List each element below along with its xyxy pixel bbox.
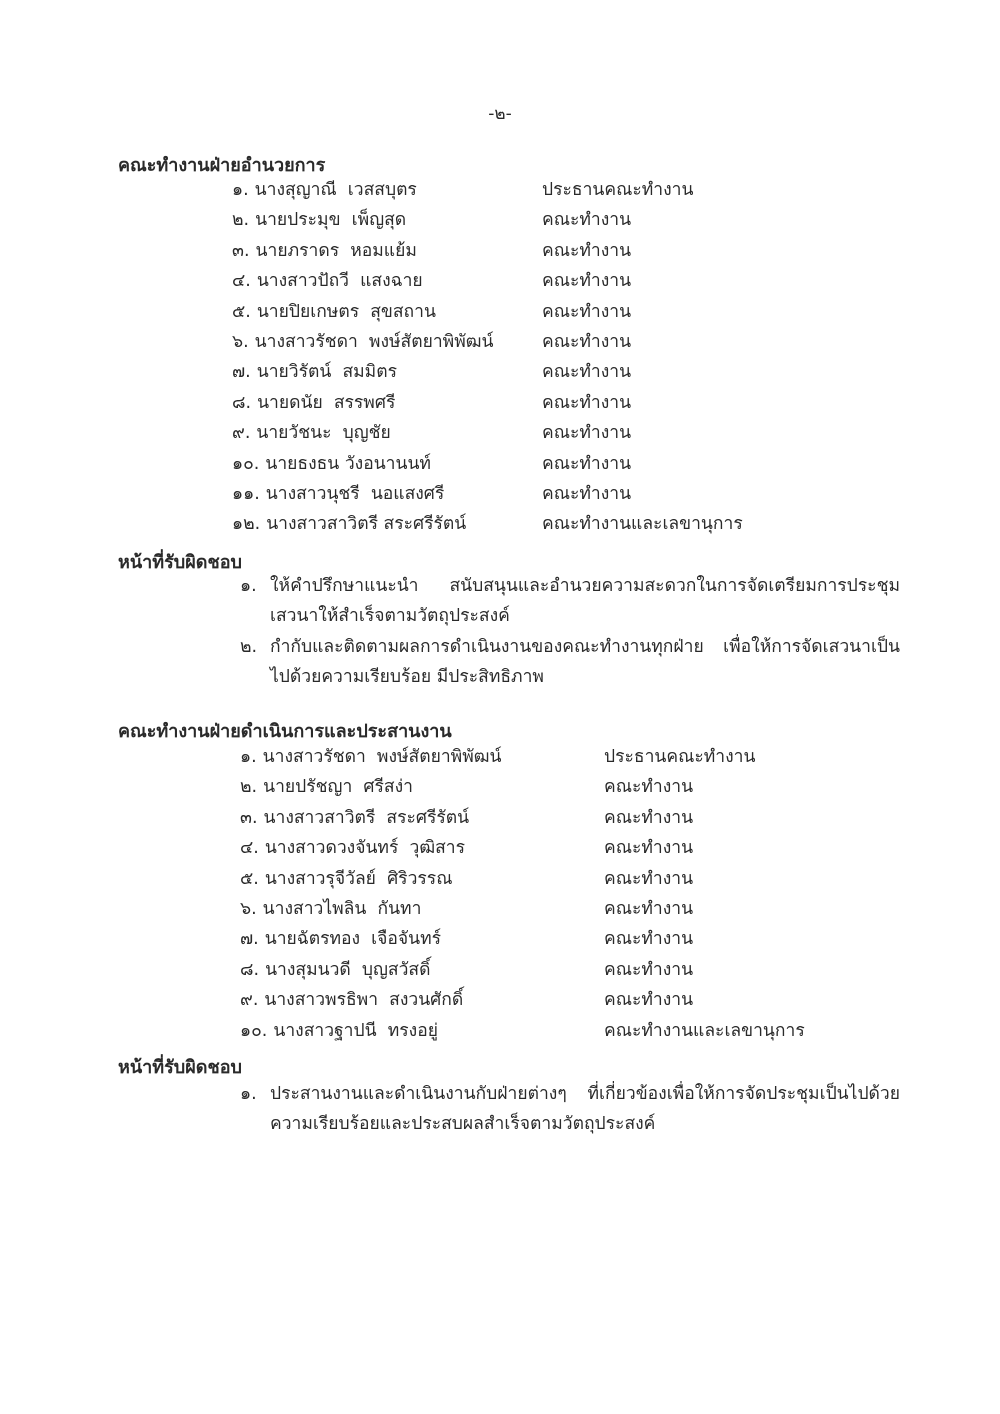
member-name: นายปิยเกษตร สุขสถาน bbox=[256, 301, 436, 322]
member-row bbox=[240, 985, 694, 1015]
member-name: นางสาวไพลิน กันทา bbox=[262, 899, 422, 919]
section1-title: คณะทำงานฝ่ายอำนวยการ bbox=[118, 155, 326, 176]
member-number: ๔. bbox=[240, 838, 259, 859]
member-number: ๙. bbox=[232, 423, 251, 444]
member-number: ๖. bbox=[240, 899, 257, 919]
member-name: นางสาวรัชดา พงษ์สัตยาพิพัฒน์ bbox=[262, 747, 502, 767]
member-number: ๑๐. bbox=[232, 453, 260, 474]
member-role: ประธานคณะทำงาน bbox=[542, 180, 694, 200]
member-row bbox=[240, 742, 756, 772]
member-number: ๘. bbox=[240, 959, 260, 980]
member-role: คณะทำงาน bbox=[542, 453, 632, 474]
member-row bbox=[240, 955, 694, 985]
member-number: ๑๒. bbox=[232, 514, 261, 535]
member-number: ๕. bbox=[232, 301, 251, 322]
member-role: คณะทำงาน bbox=[604, 899, 694, 919]
duty-number: ๒. bbox=[240, 637, 258, 657]
member-name: นายประมุข เพ็ญสุด bbox=[255, 210, 407, 231]
member-role: คณะทำงาน bbox=[542, 484, 632, 504]
member-name: นายธงธน วังอนานนท์ bbox=[265, 453, 431, 474]
member-number: ๕. bbox=[240, 868, 259, 889]
member-number: ๒. bbox=[232, 210, 250, 231]
member-role: คณะทำงาน bbox=[604, 868, 694, 889]
member-role: คณะทำงานและเลขานุการ bbox=[542, 514, 743, 535]
member-name: นายภราดร หอมแย้ม bbox=[255, 240, 417, 261]
member-number: ๙. bbox=[240, 990, 259, 1011]
member-row bbox=[232, 357, 632, 387]
section1-duties-title: หน้าที่รับผิดชอบ bbox=[118, 552, 242, 573]
member-row bbox=[232, 479, 632, 509]
member-role: คณะทำงาน bbox=[604, 990, 694, 1011]
member-role: คณะทำงาน bbox=[542, 240, 632, 261]
member-role: คณะทำงาน bbox=[604, 959, 694, 980]
member-name: นายฉัตรทอง เจือจันทร์ bbox=[264, 929, 442, 950]
member-row bbox=[240, 772, 694, 802]
member-row bbox=[232, 266, 632, 296]
member-name: นางสาวนุชรี นอแสงศรี bbox=[265, 484, 445, 504]
member-number: ๓. bbox=[240, 807, 258, 828]
member-row bbox=[232, 205, 632, 235]
member-row bbox=[240, 894, 694, 924]
member-name: นางสาวฐาปนี ทรงอยู่ bbox=[273, 1020, 438, 1041]
member-role: คณะทำงาน bbox=[542, 301, 632, 322]
member-row bbox=[232, 327, 632, 357]
member-role: คณะทำงาน bbox=[542, 362, 632, 383]
member-role: คณะทำงาน bbox=[542, 332, 632, 352]
member-name: นายปรัชญา ศรีสง่า bbox=[263, 777, 413, 798]
member-number: ๘. bbox=[232, 392, 252, 413]
member-row bbox=[240, 1016, 805, 1046]
member-number: ๑๑. bbox=[232, 484, 260, 504]
member-name: นางสาวพรธิพา สงวนศักดิ์ bbox=[264, 990, 464, 1011]
member-row bbox=[232, 175, 694, 205]
member-role: คณะทำงาน bbox=[542, 423, 632, 444]
member-number: ๓. bbox=[232, 240, 250, 261]
member-number: ๖. bbox=[232, 332, 249, 352]
member-row bbox=[232, 509, 743, 539]
member-name: นางสุมนวดี บุญสวัสดิ์ bbox=[265, 959, 431, 980]
member-row bbox=[240, 864, 694, 894]
member-number: ๑๐. bbox=[240, 1020, 268, 1041]
member-row bbox=[232, 388, 632, 418]
member-row bbox=[232, 418, 632, 448]
member-number: ๗. bbox=[232, 362, 251, 383]
member-name: นายวิรัตน์ สมมิตร bbox=[256, 362, 397, 383]
section1-duty-item bbox=[240, 571, 900, 631]
member-name: นายดนัย สรรพศรี bbox=[257, 392, 396, 413]
member-number: ๔. bbox=[232, 271, 251, 292]
page-number: -๒- bbox=[488, 104, 512, 124]
member-role: คณะทำงานและเลขานุการ bbox=[604, 1020, 805, 1041]
member-role: คณะทำงาน bbox=[542, 271, 632, 292]
member-name: นางสาวรุจีวัลย์ ศิริวรรณ bbox=[264, 868, 453, 889]
duty-text: ให้คำปรึกษาแนะนำ สนับสนุนและอำนวยความสะดวกในการจัดเตรียมการประชุมเสวนาให้สำเร็จตามวัตถุประสงค์ bbox=[270, 576, 900, 626]
member-role: คณะทำงาน bbox=[604, 807, 694, 828]
duty-text: ประสานงานและดำเนินงานกับฝ่ายต่างๆ ที่เกี่ยวข้องเพื่อให้การจัดประชุมเป็นไปด้วยความเรียบร้อยและประสบผลสำเร็จตามวัตถุประสงค์ bbox=[270, 1084, 900, 1134]
duty-number: ๑. bbox=[240, 576, 257, 596]
duty-number: ๑. bbox=[240, 1084, 257, 1104]
member-role: คณะทำงาน bbox=[604, 838, 694, 859]
member-role: คณะทำงาน bbox=[604, 929, 694, 950]
duty-text: กำกับและติดตามผลการดำเนินงานของคณะทำงานทุกฝ่าย เพื่อให้การจัดเสวนาเป็นไปด้วยความเรียบร้อย มีประสิทธิภาพ bbox=[270, 637, 900, 687]
member-row bbox=[232, 449, 632, 479]
section2-title: คณะทำงานฝ่ายดำเนินการและประสานงาน bbox=[118, 721, 452, 742]
member-number: ๒. bbox=[240, 777, 258, 798]
section1-duty-item bbox=[240, 632, 900, 692]
member-role: คณะทำงาน bbox=[604, 777, 694, 798]
member-number: ๑. bbox=[232, 180, 249, 200]
member-role: คณะทำงาน bbox=[542, 210, 632, 231]
member-number: ๑. bbox=[240, 747, 257, 767]
member-role: คณะทำงาน bbox=[542, 392, 632, 413]
member-name: นางสาวรัชดา พงษ์สัตยาพิพัฒน์ bbox=[254, 332, 494, 352]
section2-duties-title: หน้าที่รับผิดชอบ bbox=[118, 1057, 242, 1078]
member-row bbox=[232, 297, 632, 327]
member-row bbox=[232, 236, 632, 266]
member-name: นางสาวสาวิตรี สระศรีรัตน์ bbox=[263, 807, 470, 828]
member-name: นายวัชนะ บุญชัย bbox=[256, 423, 391, 444]
member-name: นางสาวปัถวี แสงฉาย bbox=[256, 271, 423, 292]
member-name: นางสาวสาวิตรี สระศรีรัตน์ bbox=[266, 514, 467, 535]
member-name: นางสุญาณี เวสสบุตร bbox=[254, 180, 417, 200]
member-role: ประธานคณะทำงาน bbox=[604, 747, 756, 767]
member-row bbox=[240, 803, 694, 833]
member-name: นางสาวดวงจันทร์ วุฒิสาร bbox=[264, 838, 466, 859]
member-row bbox=[240, 924, 694, 954]
section2-duty-item bbox=[240, 1079, 900, 1139]
member-number: ๗. bbox=[240, 929, 259, 950]
member-row bbox=[240, 833, 694, 863]
